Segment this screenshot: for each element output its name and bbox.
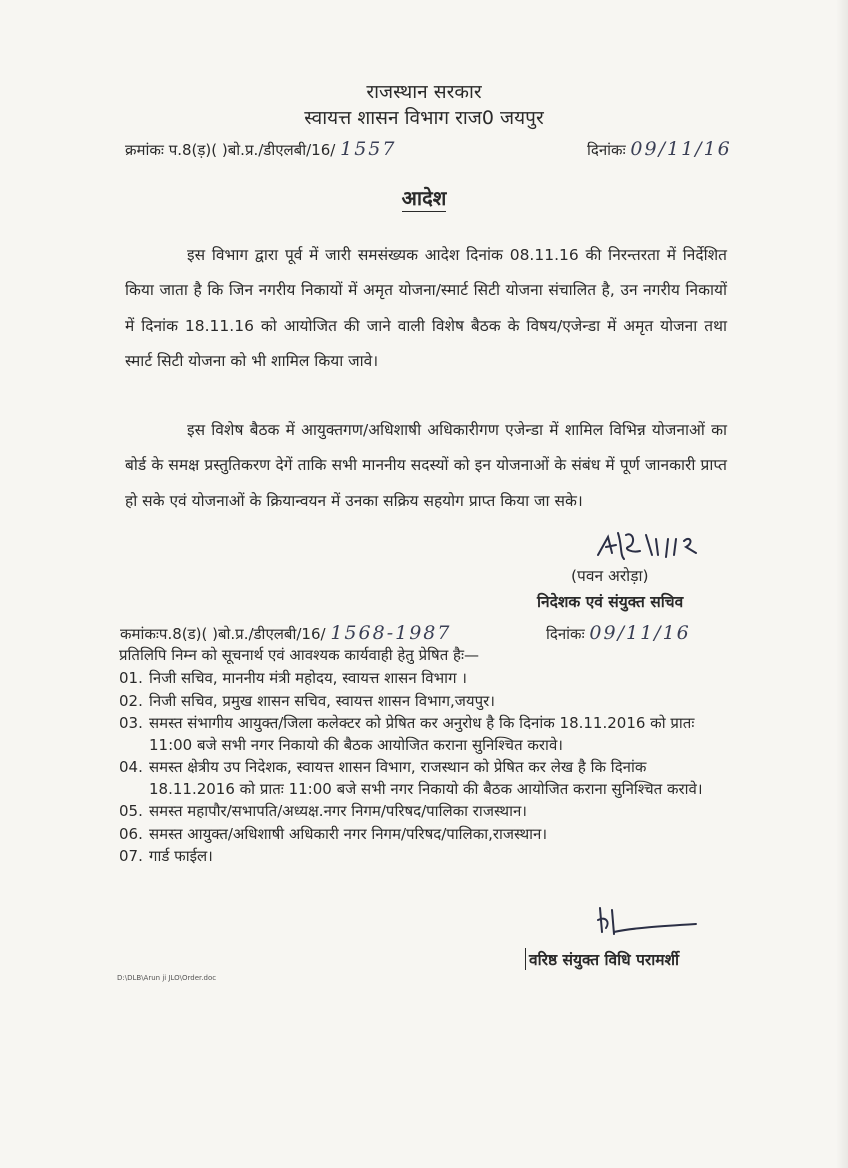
order-number-label: क्रमांकः प.8(ड़)( )बो.प्र./डीएलबी/16/ [125, 141, 336, 159]
order-reference-row [125, 138, 755, 160]
paragraph-1: इस विभाग द्वारा पूर्व में जारी समसंख्यक आदेश दिनांक 08.11.16 की निरन्तरता में निर्देशित किया जाता है कि जिन नगरीय निकायों में अमृत योजना/स्मार्ट सिटी योजना संचालित है, उन नगरीय निकायों में दिनांक 18.11.16 को आयोजित की जाने वाली विशेष बैठक के विषय/एजेन्डा में अमृत योजना तथा स्मार्ट सिटी योजना को भी शामिल किया जावे। [125, 245, 727, 370]
copy-number-handwritten: 1568-1987 [330, 622, 452, 644]
list-item-number: 04. [119, 758, 143, 776]
list-item [119, 691, 729, 713]
list-item-number: 03. [119, 714, 143, 732]
list-item-text: समस्त संभागीय आयुक्त/जिला कलेक्टर को प्रेषित कर अनुरोध है कि दिनांक 18.11.2016 को प्रातः 11:00 बजे सभी नगर निकायो की बैठक आयोजित कराना सुनिश्चित करावे। [149, 714, 695, 754]
copy-number-label: कमांकःप.8(ड)( )बो.प्र./डीएलबी/16/ [120, 625, 326, 643]
second-signature-mark [592, 902, 702, 942]
copy-reference-row [120, 622, 740, 644]
list-item-number: 05. [119, 802, 143, 820]
list-item-text: निजी सचिव, प्रमुख शासन सचिव, स्वायत्त शासन विभाग,जयपुर। [149, 691, 495, 710]
signatory-name: (पवन अरोड़ा) [571, 567, 649, 585]
list-item-text: समस्त क्षेत्रीय उप निदेशक, स्वायत्त शासन विभाग, राजस्थान को प्रेषित कर लेख है कि दिनांक 18.11.2016 को प्रातः 11:00 बजे सभी नगर निकायो की बैठक आयोजित कराना सुनिश्चित करावे। [149, 758, 703, 798]
file-path: D:\DLB\Arun ji JLO\Order.doc [117, 974, 217, 982]
order-date-handwritten: 09/11/16 [630, 138, 732, 160]
list-item-number: 02. [119, 691, 143, 710]
second-signatory-designation: वरिष्ठ संयुक्त विधि परामर्शी [525, 948, 679, 970]
signature-mark [520, 525, 740, 565]
copy-intro: प्रतिलिपि निम्न को सूचनार्थ एवं आवश्यक कार्यवाही हेतु प्रेषित हैः— [119, 646, 480, 664]
copy-list [119, 668, 729, 869]
header-government: राजस्थान सरकार [366, 81, 482, 103]
copy-date [546, 622, 691, 644]
scan-edge-shadow [836, 0, 848, 1168]
list-item [119, 846, 729, 868]
list-item-text: निजी सचिव, माननीय मंत्री महोदय, स्वायत्त शासन विभाग । [149, 669, 467, 687]
list-item-number: 01. [119, 669, 143, 687]
list-item [119, 801, 729, 823]
order-date [587, 138, 732, 160]
list-item [119, 824, 729, 846]
document-title-text: आदेश [401, 186, 447, 210]
list-item [119, 713, 729, 756]
list-item [119, 668, 729, 690]
list-item [119, 757, 729, 800]
order-date-label: दिनांकः [587, 141, 626, 159]
copy-date-handwritten: 09/11/16 [589, 622, 691, 644]
signatory-designation: निदेशक एवं संयुक्त सचिव [537, 593, 684, 611]
order-number-handwritten: 1557 [340, 138, 397, 160]
list-item-number: 07. [119, 847, 143, 865]
list-item-text: गार्ड फाईल। [149, 847, 213, 865]
document-title [0, 184, 848, 211]
copy-date-label: दिनांकः [546, 625, 585, 643]
paragraph-2: इस विशेष बैठक में आयुक्तगण/अधिशाषी अधिकारीगण एजेन्डा में शामिल विभिन्न योजनाओं का बोर्ड के समक्ष प्रस्तुतिकरण देगें ताकि सभी माननीय सदस्यों को इन योजनाओं के संबंध में पूर्ण जानकारी प्राप्त हो सके एवं योजनाओं के क्रियान्वयन में उनका सक्रिय सहयोग प्राप्त किया जा सके। [125, 420, 727, 510]
header-department: स्वायत्त शासन विभाग राज0 जयपुर [304, 107, 544, 129]
list-item-text: समस्त आयुक्त/अधिशाषी अधिकारी नगर निगम/परिषद/पालिका,राजस्थान। [149, 824, 548, 843]
list-item-text: समस्त महापौर/सभापति/अध्यक्ष.नगर निगम/परिषद/पालिका राजस्थान। [149, 802, 527, 820]
list-item-number: 06. [119, 824, 143, 843]
